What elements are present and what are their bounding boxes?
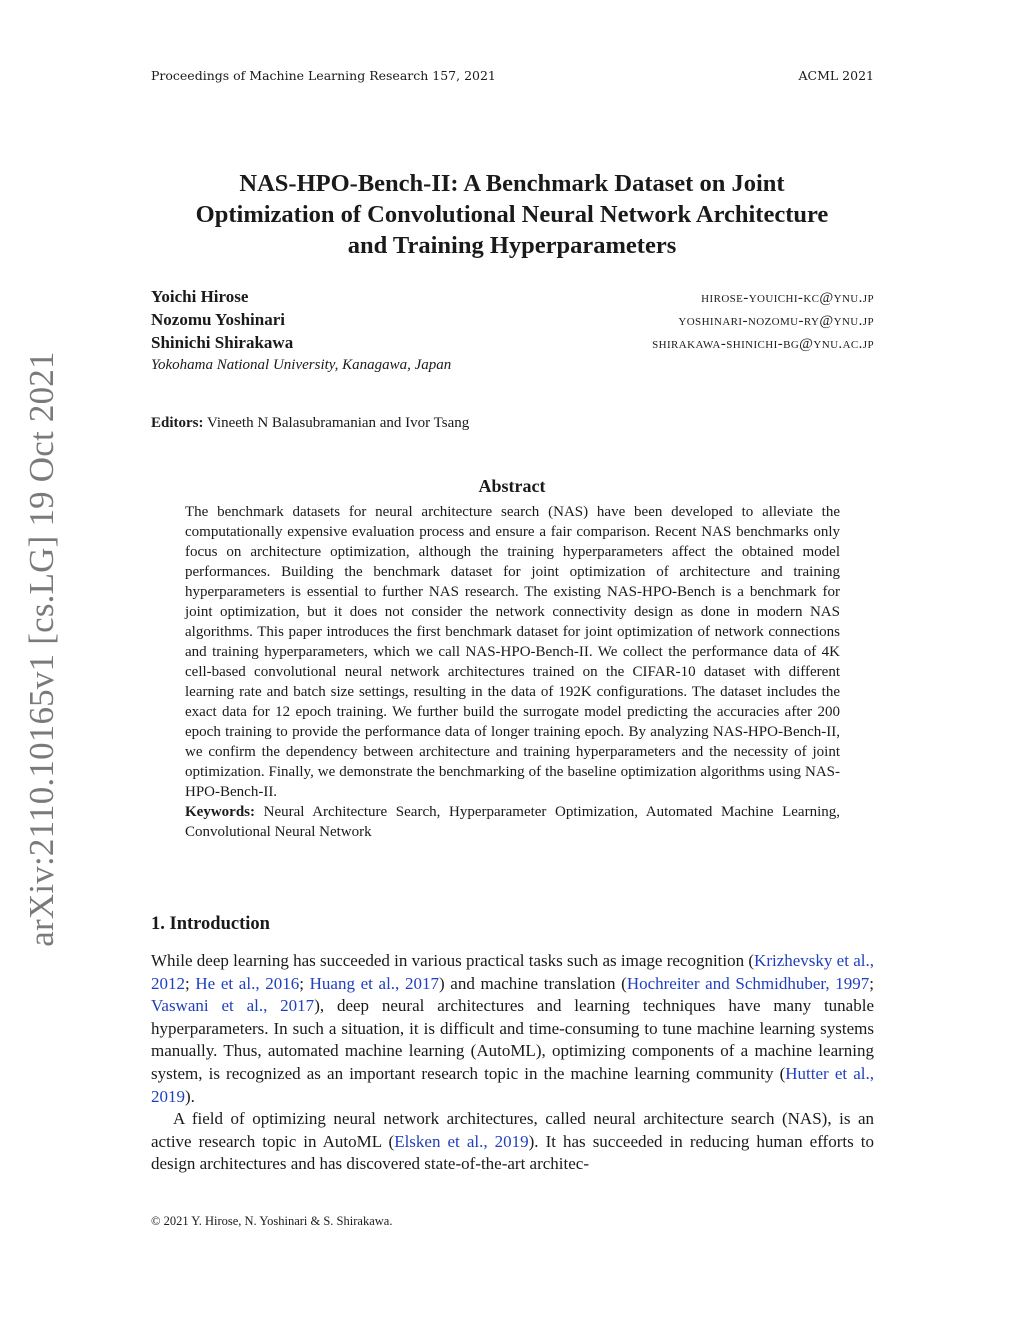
running-header-venue: ACML 2021 <box>798 68 874 83</box>
author-name: Yoichi Hirose <box>151 287 249 306</box>
editors-names: Vineeth N Balasubramanian and Ivor Tsang <box>206 415 470 431</box>
citation-link[interactable]: Huang et al., 2017 <box>309 973 439 993</box>
author-email: shirakawa-shinichi-bg@ynu.ac.jp <box>652 336 874 352</box>
copyright-footer: © 2021 Y. Hirose, N. Yoshinari & S. Shirakawa. <box>151 1214 393 1228</box>
citation-link[interactable]: He et al., 2016 <box>195 973 300 993</box>
author-name: Shinichi Shirakawa <box>151 333 294 352</box>
editors-line <box>151 415 469 432</box>
running-header-proceedings: Proceedings of Machine Learning Research 157, 2021 <box>151 68 496 83</box>
keywords-label: Keywords: <box>185 804 255 820</box>
citation-link[interactable]: Vaswani et al., 2017 <box>151 996 315 1016</box>
keywords <box>185 802 840 842</box>
abstract <box>185 502 840 842</box>
author-row <box>151 310 874 333</box>
paragraph-text: A field of optimizing neural network architectures, called neural architecture search (NAS), is an active research topic in AutoML ( <box>151 1109 874 1151</box>
paragraph-text: ; <box>869 973 874 993</box>
citation-link[interactable]: Hochreiter and Schmidhuber, 1997 <box>626 973 870 993</box>
paragraph <box>151 1108 874 1176</box>
paragraph-text: ), deep neural architectures and learning techniques have many tunable hyperparameters. In such a situation, it is difficult and time-consuming to tune machine learning systems manually. Thus, automated machine learning (AutoML), optimizing components of a machine learning system, is recognized as an important research topic in the machine learning community ( <box>151 996 874 1083</box>
title-line: Optimization of Convolutional Neural Network Architecture <box>195 201 829 228</box>
section-heading-introduction: 1. Introduction <box>151 914 270 934</box>
citation-link[interactable]: Hutter et al., 2019 <box>151 1063 874 1106</box>
citation-link[interactable]: Elsken et al., 2019 <box>394 1131 529 1151</box>
abstract-heading: Abstract <box>478 476 546 496</box>
arxiv-margin-stamp <box>22 351 62 947</box>
paragraph <box>151 950 874 1108</box>
author-block <box>151 287 874 374</box>
arxiv-identifier: arXiv:2110.10165v1 [cs.LG] 19 Oct 2021 <box>22 351 61 947</box>
author-row <box>151 333 874 356</box>
citation-link[interactable]: Krizhevsky et al., 2012 <box>151 951 874 993</box>
author-email: yoshinari-nozomu-ry@ynu.jp <box>678 313 874 329</box>
paragraph-text: ). It has succeeded in reducing human efforts to design architectures and has discovered state-of-the-art architec- <box>151 1131 874 1174</box>
author-name: Nozomu Yoshinari <box>151 310 285 329</box>
affiliation: Yokohama National University, Kanagawa, Japan <box>151 357 452 373</box>
author-row <box>151 287 874 310</box>
title-line: NAS-HPO-Bench-II: A Benchmark Dataset on Joint <box>239 170 785 197</box>
paragraph-text: ; <box>185 973 196 993</box>
paragraph-text: While deep learning has succeeded in various practical tasks such as image recognition ( <box>151 951 755 970</box>
keywords-list: Neural Architecture Search, Hyperparameter Optimization, Automated Machine Learning, Convolutional Neural Network <box>185 804 840 840</box>
paragraph-text: ) and machine translation ( <box>438 973 627 993</box>
editors-label: Editors: <box>151 415 204 431</box>
paragraph-text: ). <box>185 1086 195 1106</box>
paper-title <box>140 168 884 261</box>
introduction-body <box>151 950 874 1176</box>
author-email: hirose-youichi-kc@ynu.jp <box>701 290 874 306</box>
paragraph-text: ; <box>299 973 310 993</box>
abstract-text: The benchmark datasets for neural architecture search (NAS) have been developed to alleviate the computationally expensive evaluation process and ensure a fair comparison. Recent NAS benchmarks only focus on architecture optimization, although the training hyperparameters affect the obtained model performances. Building the benchmark dataset for joint optimization of architecture and training hyperparameters is essential to further NAS research. The existing NAS-HPO-Bench is a benchmark for joint optimization, but it does not consider the network connectivity design as done in modern NAS algorithms. This paper introduces the first benchmark dataset for joint optimization of network connections and training hyperparameters, which we call NAS-HPO-Bench-II. We collect the performance data of 4K cell-based convolutional neural network architectures trained on the CIFAR-10 dataset with different learning rate and batch size settings, resulting in the data of 192K configurations. The dataset includes the exact data for 12 epoch training. We further build the surrogate model predicting the accuracies after 200 epoch training to provide the performance data of longer training epoch. By analyzing NAS-HPO-Bench-II, we confirm the dependency between architecture and training hyperparameters and the necessity of joint optimization. Finally, we demonstrate the benchmarking of the baseline optimization algorithms using NAS-HPO-Bench-II. <box>185 504 840 800</box>
title-line: and Training Hyperparameters <box>347 232 677 259</box>
